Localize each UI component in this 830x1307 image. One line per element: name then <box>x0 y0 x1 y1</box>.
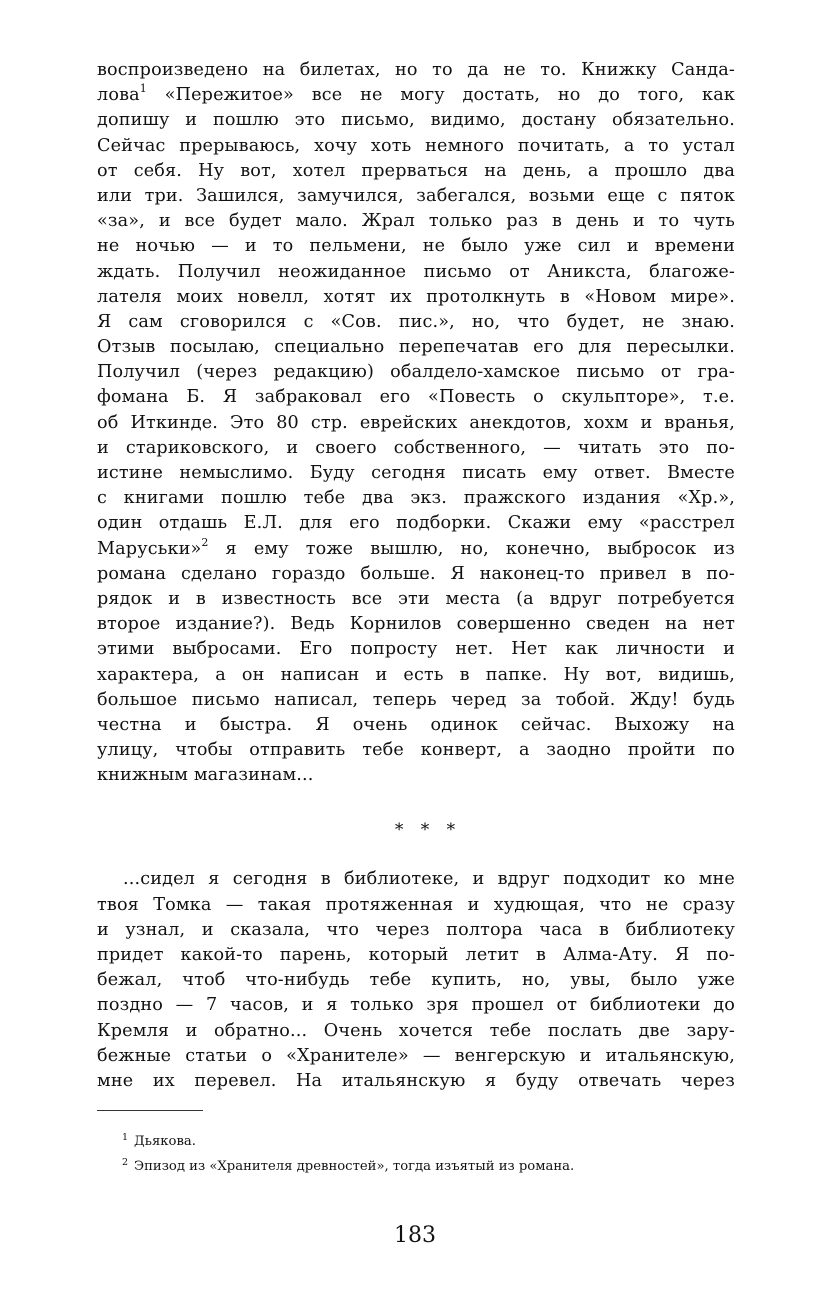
text-line: ...сидел я сегодня в библиотеке, и вдруг подходит ко мне <box>123 869 735 890</box>
text-line: об Иткинде. Это 80 стр. еврейских анекдотов, хохм и вранья, <box>97 412 735 433</box>
text-line: с книгами пошлю тебе два экз. пражского издания «Хр.», <box>97 488 735 509</box>
text-line: бежные статьи о «Хранителе» — венгерскую и итальянскую, <box>97 1045 735 1066</box>
footnotes <box>122 1127 722 1177</box>
text-line: Кремля и обратно... Очень хочется тебе послать две зару- <box>97 1020 735 1041</box>
text-line: ждать. Получил неожиданное письмо от Аникста, благоже- <box>97 261 735 282</box>
text-line: большое письмо написал, теперь черед за тобой. Жду! будь <box>97 689 735 710</box>
footnote-1 <box>122 1127 722 1152</box>
text-line: и узнал, и сказала, что через полтора часа в библиотеку <box>97 919 735 940</box>
text-line: бежал, чтоб что-нибудь тебе купить, но, увы, было уже <box>97 970 735 991</box>
text-line: второе издание?). Ведь Корнилов совершенно сведен на нет <box>97 614 735 635</box>
text-line: допишу и пошлю это письмо, видимо, достану обязательно. <box>97 110 735 131</box>
text-line: лателя моих новелл, хотят их протолкнуть в «Новом мире». <box>97 286 735 307</box>
text-line: придет какой-то парень, который летит в Алма-Ату. Я по- <box>97 945 735 965</box>
text-line: этими выбросами. Его попросту нет. Нет как личности и <box>97 639 735 660</box>
page-number: 183 <box>394 1223 436 1248</box>
text-line: характера, а он написан и есть в папке. Ну вот, видишь, <box>97 664 735 685</box>
text-line: или три. Зашился, замучился, забегался, возьми еще с пяток <box>97 185 735 206</box>
text-line: рядок и в известность все эти места (а вдруг потребуется <box>97 588 735 609</box>
text-line: Я сам сговорился с «Сов. пис.», но, что будет, не знаю. <box>97 311 735 332</box>
footnote-mark: 1 <box>122 1132 129 1143</box>
text-line: честна и быстра. Я очень одинок сейчас. Выхожу на <box>97 714 735 735</box>
footnote-reference: 1 <box>139 82 147 96</box>
paragraph-1 <box>97 58 735 788</box>
page-body <box>97 58 735 1094</box>
text-line: лова$^1$ «Пережитое» все не могу достать, но до того, как <box>97 82 735 106</box>
footnote-divider <box>97 1110 203 1111</box>
text-line: и стариковского, и своего собственного, — читать это по- <box>97 437 735 458</box>
paragraph-2 <box>97 867 735 1094</box>
text-line: мне их перевел. На итальянскую я буду отвечать через <box>97 1070 735 1091</box>
text-line: «за», и все будет мало. Жрал только раз в день и то чуть <box>97 211 735 232</box>
text-line: поздно — 7 часов, и я только зря прошел от библиотеки до <box>97 995 735 1016</box>
text-line: Отзыв посылаю, специально перепечатав его для пересылки. <box>97 337 735 358</box>
text-line: книжным магазинам... <box>97 765 314 786</box>
text-line: истине немыслимо. Буду сегодня писать ему ответ. Вместе <box>97 463 735 483</box>
footnote-text: Дьякова. <box>134 1134 196 1149</box>
text-line: Получил (через редакцию) обалдело-хамское письмо от гра- <box>97 362 735 383</box>
text-line: от себя. Ну вот, хотел прерваться на день, а прошло два <box>97 160 735 181</box>
text-line: Маруськи»$^2$ я ему тоже вышлю, но, конечно, выбросок из <box>97 535 735 559</box>
footnote-reference: 2 <box>201 535 209 549</box>
text-line: улицу, чтобы отправить тебе конверт, а заодно пройти по <box>97 740 735 761</box>
text-line: один отдашь Е.Л. для его подборки. Скажи ему «расстрел <box>97 513 735 534</box>
footnote-mark: 2 <box>122 1157 129 1168</box>
section-separator: * * * <box>394 820 462 841</box>
text-line: романа сделано гораздо больше. Я наконец-то привел в по- <box>97 563 735 584</box>
text-line: Сейчас прерываюсь, хочу хоть немного почитать, а то устал <box>97 135 735 156</box>
footnote-2 <box>122 1152 722 1177</box>
text-line: твоя Томка — такая протяженная и худющая, что не сразу <box>97 894 735 915</box>
footnote-text: Эпизод из «Хранителя древностей», тогда изъятый из романа. <box>134 1159 575 1174</box>
text-line: воспроизведено на билетах, но то да не то. Книжку Сандa- <box>97 60 735 80</box>
text-line: не ночью — и то пельмени, не было уже сил и времени <box>97 236 735 257</box>
text-line: фомана Б. Я забраковал его «Повесть о скульпторе», т.е. <box>97 387 735 408</box>
